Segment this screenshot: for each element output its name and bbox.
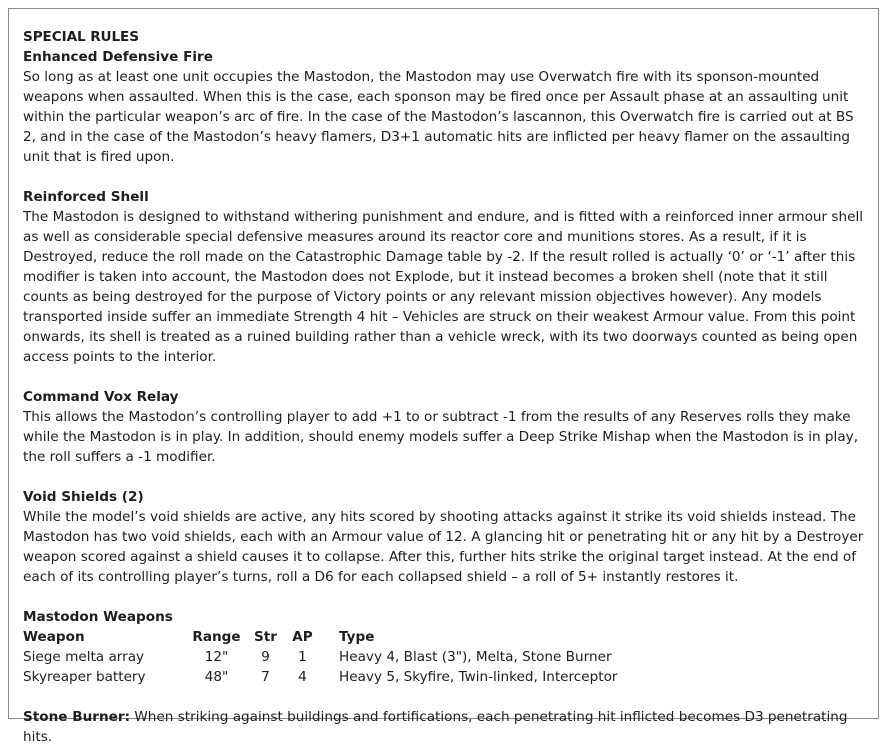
header-str: Str [254,629,277,645]
weapons-header-row [23,627,618,647]
rule-text-void-shields: While the model’s void shields are active, any hits scored by shooting attacks against it strike its void shields instead. The Mastodon has two void shields, each with an Armour value of 12. A glancing hit or penetrating hit or any hit by a Destroyer weapon scored against a shield causes it to collapse. After this, further hits strike the original target instead. At the end of each of its controlling player’s turns, roll a D6 for each collapsed shield – a roll of 5+ instantly restores it. [23,509,864,585]
spacer [23,587,868,607]
rule-text-command-vox-relay: This allows the Mastodon’s controlling player to add +1 to or subtract -1 from the results of any Reserves rolls they make while the Mastodon is in play. In addition, should enemy models suffer a Deep Strike Mishap when the Mastodon is in play, the roll suffers a -1 modifier. [23,409,859,465]
spacer [23,367,868,387]
header-weapon: Weapon [23,629,85,645]
spacer [23,687,868,707]
rule-text-reinforced-shell: The Mastodon is designed to withstand withering punishment and endure, and is fitted with a reinforced inner armour shell as well as considerable special defensive measures around its reactor core and munitions stores. As a result, if it is Destroyed, reduce the roll made on the Catastrophic Damage table by -2. If the result rolled is actually ‘0’ or ‘-1’ after this modifier is taken into account, the Mastodon does not Explode, but it instead becomes a broken shell (note that it still counts as being destroyed for the purpose of Victory points or any relevant mission objectives however). Any models transported inside suffer an immediate Strength 4 hit – Vehicles are struck on their weakest Armour value. From this point onwards, its shell is treated as a ruined building rather than a vehicle wreck, with its two doorways counted as being open access points to the interior. [23,209,864,365]
weapon-name: Skyreaper battery [23,669,146,685]
note-text: When striking against buildings and fortifications, each penetrating hit inflicted becomes D3 penetrating hits. [23,709,848,745]
rules-panel [8,8,879,745]
weapons-table [23,627,618,687]
weapon-ap: 1 [298,649,307,665]
header-ap: AP [292,629,313,645]
note-label: Stone Burner: [23,709,131,725]
rule-title-void-shields: Void Shields (2) [23,489,144,505]
weapon-ap: 4 [298,669,307,685]
weapons-title: Mastodon Weapons [23,609,173,625]
rule-text-enhanced-defensive-fire: So long as at least one unit occupies the Mastodon, the Mastodon may use Overwatch fire with its sponson-mounted weapons when assaulted. When this is the case, each sponson may be fired once per Assault phase at an assaulting unit within the particular weapon’s arc of fire. In the case of the Mastodon’s lascannon, this Overwatch fire is carried out at BS 2, and in the case of the Mastodon’s heavy flamers, D3+1 automatic hits are inflicted per heavy flamer on the assaulting unit that is fired upon. [23,69,854,165]
weapon-type: Heavy 5, Skyfire, Twin-linked, Interceptor [339,669,618,685]
table-row [23,647,618,667]
header-range: Range [192,629,241,645]
rule-title-enhanced-defensive-fire: Enhanced Defensive Fire [23,49,213,65]
rule-title-command-vox-relay: Command Vox Relay [23,389,179,405]
weapon-range: 48" [204,669,229,685]
spacer [23,467,868,487]
stone-burner-note [23,707,868,747]
table-row [23,667,618,687]
weapon-name: Siege melta array [23,649,145,665]
weapon-range: 12" [204,649,229,665]
weapon-str: 9 [261,649,270,665]
special-rules-heading: SPECIAL RULES [23,29,139,45]
header-type: Type [339,629,375,645]
weapon-str: 7 [261,669,270,685]
rules-content [23,27,868,747]
rule-title-reinforced-shell: Reinforced Shell [23,189,149,205]
spacer [23,167,868,187]
weapon-type: Heavy 4, Blast (3"), Melta, Stone Burner [339,649,612,665]
